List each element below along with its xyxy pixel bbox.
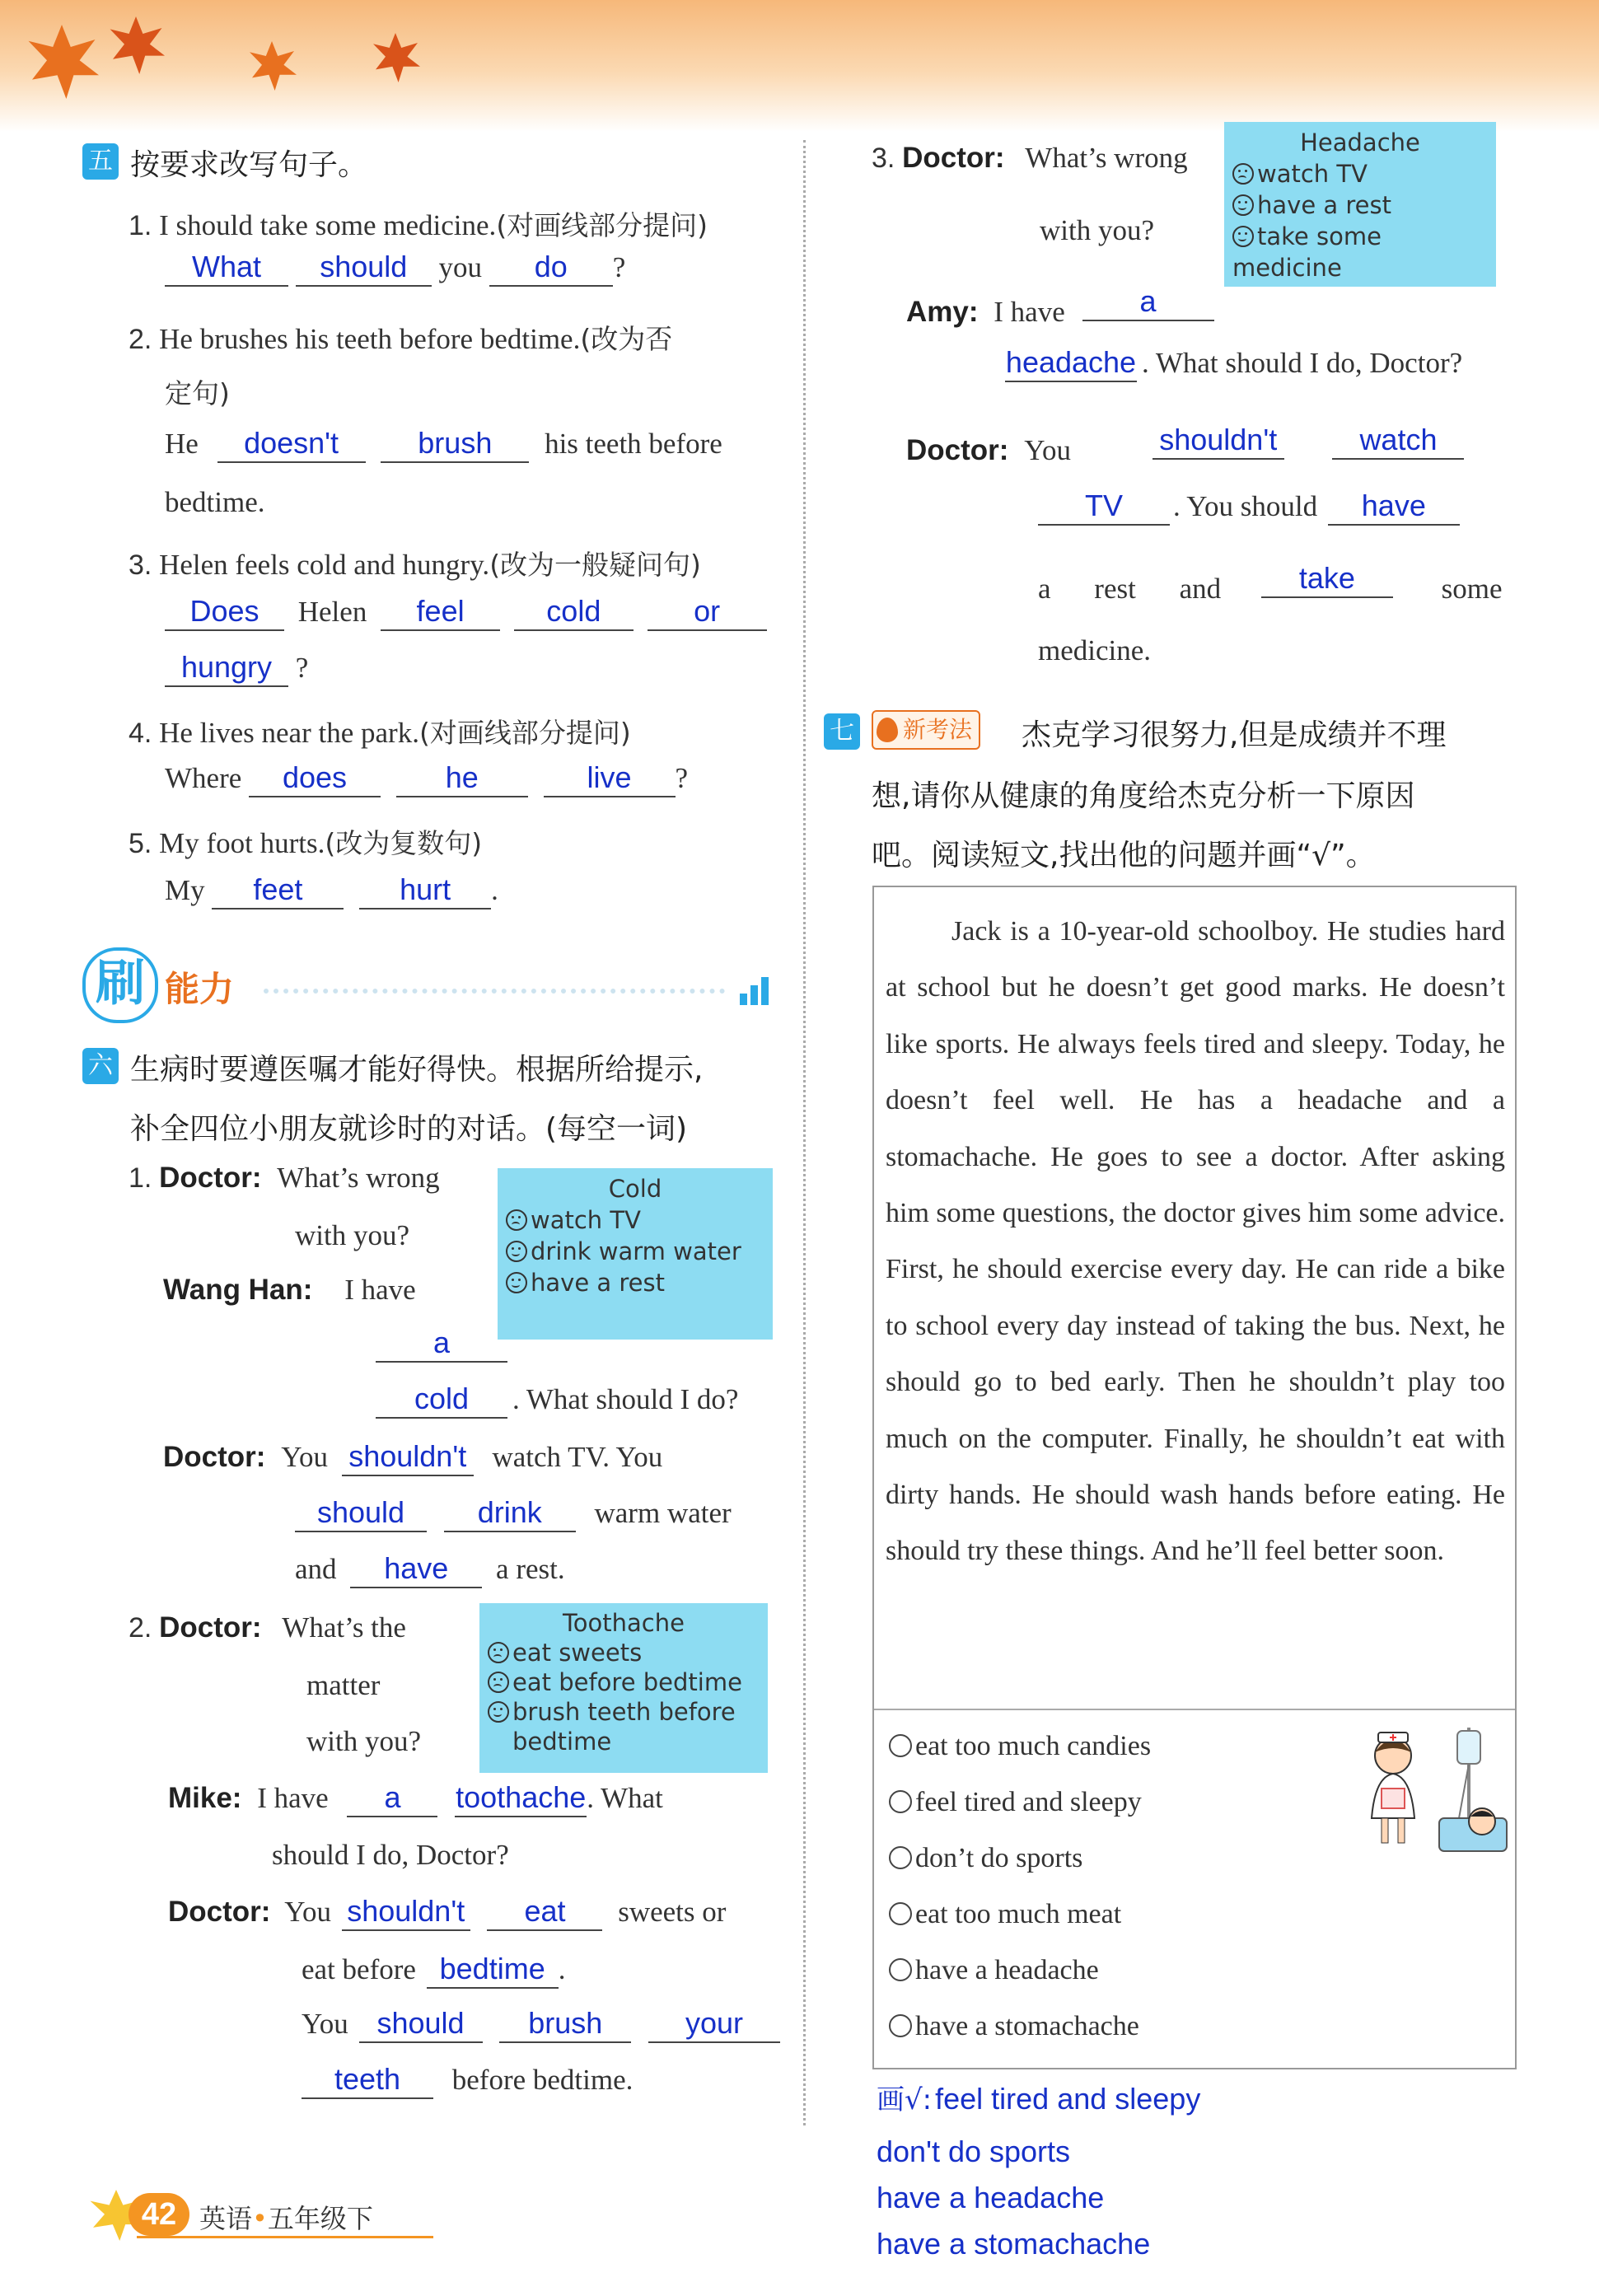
answer-blank[interactable]: hurt — [359, 872, 491, 910]
d3-doctor-question: 3. Doctor: What’s wrong — [872, 142, 1188, 174]
answer-blank[interactable]: doesn't — [217, 425, 366, 463]
section-seven-badge: 七 — [824, 713, 860, 750]
answer-blank[interactable]: live — [544, 760, 676, 797]
d3-patient-line-cont: headache . What should I do, Doctor? — [1005, 344, 1462, 382]
answer-blank[interactable]: a — [1082, 283, 1214, 321]
d1-doctor-advice-3: and have a rest. — [295, 1550, 565, 1588]
section-six-instruction-1: 生病时要遵医嘱才能好得快。根据所给提示, — [130, 1053, 704, 1087]
answer-blank[interactable]: shouldn't — [342, 1893, 470, 1931]
d1-answer-a — [376, 1325, 507, 1363]
d3-doctor-advice-4: medicine. — [1038, 634, 1152, 666]
d3-doctor-advice-1: Doctor: You shouldn't watch — [906, 422, 1464, 467]
signal-bars-icon — [740, 972, 773, 1005]
reading-passage-box — [872, 886, 1517, 2069]
option-item[interactable]: don’t do sports — [889, 1843, 1082, 1874]
circle-checkbox-icon[interactable] — [889, 1790, 912, 1813]
ability-header — [82, 947, 774, 1013]
circle-checkbox-icon[interactable] — [889, 2014, 912, 2037]
q5-3-prompt: 3. Helen feels cold and hungry.(改为一般疑问句) — [129, 549, 701, 581]
answer-blank[interactable]: teeth — [302, 2061, 433, 2099]
option-item[interactable]: have a stomachache — [889, 2011, 1139, 2042]
section-six-badge: 六 — [82, 1048, 119, 1084]
option-item[interactable]: eat too much meat — [889, 1899, 1121, 1930]
d3-doctor-question-cont: with you? — [1040, 214, 1155, 246]
q5-3-answer-cont: hungry ? — [165, 649, 308, 687]
answer-blank[interactable]: take — [1261, 560, 1393, 598]
q5-2-prompt: 2. He brushes his teeth before bedtime.(改为否 — [129, 323, 673, 355]
column-divider — [803, 140, 806, 2125]
smile-face-icon — [1232, 226, 1254, 247]
frown-face-icon — [488, 1642, 509, 1663]
circle-checkbox-icon[interactable] — [889, 1958, 912, 1981]
q5-1-answer-line: What should you do ? — [165, 249, 625, 287]
answer-blank[interactable]: watch — [1332, 422, 1464, 460]
d1-patient-line: Wang Han: I have — [163, 1274, 416, 1306]
circle-checkbox-icon[interactable] — [889, 1902, 912, 1925]
d2-patient-line-cont: should I do, Doctor? — [272, 1839, 509, 1871]
answer-blank[interactable]: brush — [381, 425, 529, 463]
d2-doctor-advice-4: teeth before bedtime. — [302, 2061, 633, 2099]
q5-2-prompt-cont: 定句) — [165, 377, 230, 409]
answer-blank[interactable]: TV — [1038, 488, 1170, 526]
d2-doctor-question: 2. Doctor: What’s the — [129, 1611, 406, 1644]
q5-2-answer-line: He doesn't brush his teeth before — [165, 425, 722, 463]
answer-blank[interactable]: feet — [212, 872, 344, 910]
d1-doctor-question-cont: with you? — [295, 1219, 410, 1251]
section-seven-instruction-3: 吧。阅读短文,找出他的问题并画“√”。 — [872, 839, 1376, 872]
frown-face-icon — [1232, 163, 1254, 185]
frown-face-icon — [506, 1209, 527, 1231]
answer-blank[interactable]: What — [165, 249, 288, 287]
flame-icon — [877, 718, 898, 742]
answer-blank[interactable]: should — [296, 249, 432, 287]
answer-blank[interactable]: bedtime — [427, 1951, 559, 1989]
answer-blank[interactable]: feel — [381, 593, 500, 631]
smile-face-icon — [1232, 194, 1254, 216]
answer-blank[interactable]: headache — [1005, 344, 1137, 382]
answer-blank[interactable]: cold — [514, 593, 634, 631]
answer-blank[interactable]: cold — [376, 1381, 507, 1419]
d1-doctor-advice-1: Doctor: You shouldn't watch TV. You — [163, 1438, 662, 1476]
section-five-badge: 五 — [82, 143, 119, 180]
answer-blank[interactable]: eat — [487, 1893, 602, 1931]
answer-blank[interactable]: or — [648, 593, 767, 631]
circle-checkbox-icon[interactable] — [889, 1734, 912, 1757]
d1-doctor-question: 1. Doctor: What’s wrong — [129, 1162, 440, 1194]
page-number: 42 — [129, 2193, 189, 2236]
d2-doctor-question-cont-2: with you? — [306, 1725, 422, 1757]
answer-blank[interactable]: your — [648, 2005, 780, 2043]
answer-blank[interactable]: have — [1328, 488, 1460, 526]
d2-doctor-advice-2: eat before bedtime . — [302, 1951, 565, 1989]
d2-patient-line: Mike: I have a toothache. What — [168, 1779, 663, 1817]
q5-5-answer-line: My feet hurt . — [165, 872, 498, 910]
answer-blank[interactable]: does — [249, 760, 381, 797]
option-item[interactable]: eat too much candies — [889, 1731, 1151, 1762]
circle-checkbox-icon[interactable] — [889, 1846, 912, 1869]
q5-2-answer-cont: bedtime. — [165, 486, 265, 518]
answer-blank[interactable]: shouldn't — [342, 1438, 474, 1476]
q5-5-prompt: 5. My foot hurts.(改为复数句) — [129, 827, 483, 859]
top-banner — [0, 0, 1599, 132]
d1-hint-box: Cold watch TV drink warm water have a rest — [498, 1168, 773, 1340]
q5-3-answer-line: Does Helen feel cold or — [165, 593, 767, 631]
answer-blank[interactable]: should — [295, 1494, 427, 1532]
footer-subject-grade: 英语•五年级下 — [199, 2203, 373, 2234]
ability-icon: 刷 — [82, 947, 158, 1023]
d3-patient-line: Amy: I have a — [906, 283, 1214, 329]
d3-doctor-advice-2: TV . You should have — [1038, 488, 1460, 526]
d1-answer-cold: cold . What should I do? — [376, 1381, 738, 1419]
answer-blank[interactable]: drink — [444, 1494, 576, 1532]
answer-blank[interactable]: shouldn't — [1152, 422, 1284, 460]
d2-doctor-question-cont-1: matter — [306, 1669, 381, 1701]
answer-blank[interactable]: he — [396, 760, 528, 797]
new-test-tag: 新考法 — [872, 710, 980, 750]
q5-1-prompt: 1. I should take some medicine.(对画线部分提问) — [129, 209, 708, 241]
answer-blank[interactable]: have — [350, 1550, 482, 1588]
d2-hint-box: Toothache eat sweets eat before bedtime brush teeth before bedtime — [479, 1603, 768, 1773]
answer-blank[interactable]: a — [347, 1779, 437, 1817]
answer-blank[interactable]: brush — [499, 2005, 631, 2043]
q5-4-prompt: 4. He lives near the park.(对画线部分提问) — [129, 717, 631, 749]
answer-blank[interactable]: hungry — [165, 649, 288, 687]
answer-blank[interactable]: Does — [165, 593, 284, 631]
option-item[interactable]: have a headache — [889, 1955, 1099, 1986]
section-seven-instruction-2: 想,请你从健康的角度给杰克分析一下原因 — [872, 779, 1415, 813]
option-item[interactable]: feel tired and sleepy — [889, 1787, 1142, 1818]
answer-blank[interactable]: toothache — [455, 1779, 587, 1817]
section-five-title: 按要求改写句子。 — [130, 148, 368, 182]
smile-face-icon — [506, 1272, 527, 1293]
reading-passage: Jack is a 10-year-old schoolboy. He studies hard at school but he doesn’t get good marks. He doesn’t like sports. He always feels tired and sleepy. Today, he doesn’t feel well. He has a headache and a stomachache. He goes to see a doctor. After asking him some questions, the doctor gives him some advice. First, he should exercise every day. He can ride a bike to school every day instead of taking the bus. Next, he should go to bed early. Then he shouldn’t play too much on the computer. Finally, he shouldn’t eat with dirty hands. He should wash hands before eating. He should try these things. And he’ll feel better soon. — [886, 916, 1505, 1567]
smile-face-icon — [488, 1701, 509, 1723]
nurse-patient-illustration — [1360, 1719, 1508, 1868]
d3-hint-box: Headache watch TV have a rest take some medicine — [1224, 122, 1496, 287]
answer-block: 画√: feel tired and sleepy don't do sports have a headache have a stomachache — [877, 2082, 1201, 2261]
section-seven-instruction-1: 杰克学习很努力,但是成绩并不理 — [1022, 718, 1447, 752]
q5-4-answer-line: Where does he live ? — [165, 760, 688, 797]
d3-doctor-advice-3: a rest and take some — [1038, 561, 1503, 605]
answer-blank[interactable]: should — [359, 2005, 483, 2043]
frown-face-icon — [488, 1672, 509, 1693]
d1-doctor-advice-2: should drink warm water — [295, 1494, 732, 1532]
d2-doctor-advice-3: You should brush your — [302, 2005, 780, 2043]
smile-face-icon — [506, 1241, 527, 1262]
answer-blank[interactable]: a — [376, 1325, 507, 1363]
ability-label: 能力 — [165, 969, 235, 1009]
answer-blank[interactable]: do — [489, 249, 613, 287]
section-six-instruction-2: 补全四位小朋友就诊时的对话。(每空一词) — [130, 1112, 688, 1146]
d2-doctor-advice-1: Doctor: You shouldn't eat sweets or — [168, 1893, 726, 1931]
